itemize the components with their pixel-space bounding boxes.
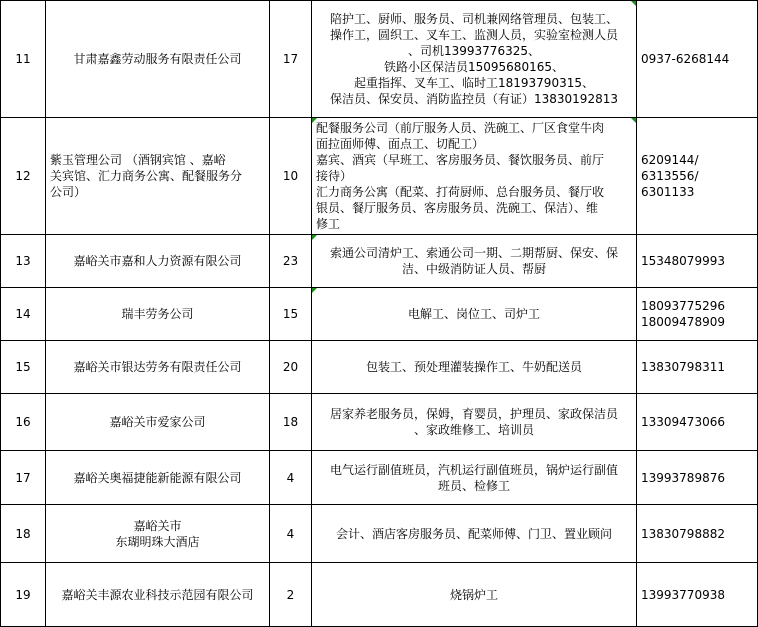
table-row (1, 1, 758, 118)
job-positions-line: 包装工、预处理灌装操作工、牛奶配送员 (365, 360, 582, 374)
table-row (1, 235, 758, 288)
job-positions-line: 起重指挥、叉车工、临时工18193790315、 (354, 76, 594, 90)
job-positions-line: 面拉面师傅、面点工、切配工） (316, 137, 485, 151)
comment-marker-icon (631, 1, 636, 6)
company-name-cell (46, 288, 270, 341)
company-name-cell (46, 235, 270, 288)
company-name-cell (46, 451, 270, 505)
row-number: 11 (1, 1, 46, 118)
hiring-count: 10 (270, 118, 312, 235)
job-positions-line: 、司机13993776325、 (408, 44, 540, 58)
job-positions-line: 嘉宾、酒宾（早班工、客房服务员、餐饮服务员、前厅 (316, 153, 605, 167)
job-positions-line: 陪护工、厨师、服务员、司机兼网络管理员、包装工、 (329, 12, 618, 26)
job-positions-cell (312, 1, 637, 118)
table-row (1, 451, 758, 505)
contact-phone-cell (637, 341, 758, 394)
company-name-cell (46, 1, 270, 118)
job-positions-cell (312, 235, 637, 288)
company-name-cell (46, 341, 270, 394)
table-row (1, 341, 758, 394)
job-positions-cell (312, 288, 637, 341)
job-positions-line: 洁、中级消防证人员、帮厨 (401, 262, 546, 276)
company-name-line: 嘉峪关奥福捷能新能源有限公司 (73, 470, 242, 485)
job-positions-line: 电解工、岗位工、司炉工 (407, 307, 540, 321)
company-name-line: 关宾馆、汇力商务公寓、配餐服务分 (50, 169, 243, 183)
contact-phone-line: 6313556/ (641, 169, 699, 183)
company-name-cell (46, 118, 270, 235)
company-name-line: 东瑚明珠大酒店 (115, 534, 200, 549)
contact-phone-line: 13830798311 (641, 360, 725, 374)
company-name-line: 公司） (50, 185, 87, 199)
hiring-count: 23 (270, 235, 312, 288)
job-positions-line: 修工 (316, 217, 341, 231)
company-name-line: 嘉峪关市嘉和人力资源有限公司 (73, 254, 242, 268)
row-number: 16 (1, 394, 46, 451)
job-positions-line: 铁路小区保洁员15095680165、 (384, 60, 564, 74)
contact-phone-line: 13309473066 (641, 415, 725, 429)
company-name-line: 甘肃嘉鑫劳动服务有限责任公司 (73, 52, 242, 66)
contact-phone-line: 6301133 (641, 185, 695, 199)
hiring-count: 4 (270, 505, 312, 563)
row-number: 17 (1, 451, 46, 505)
row-number: 18 (1, 505, 46, 563)
contact-phone-line: 18009478909 (641, 315, 725, 329)
job-positions-cell (312, 118, 637, 235)
company-name-cell (46, 505, 270, 563)
company-name-line: 嘉峪关市爱家公司 (109, 415, 206, 429)
company-name-line: 瑞丰劳务公司 (121, 307, 194, 321)
contact-phone-cell (637, 1, 758, 118)
hiring-count: 15 (270, 288, 312, 341)
hiring-count: 2 (270, 563, 312, 627)
row-number: 13 (1, 235, 46, 288)
hiring-count: 20 (270, 341, 312, 394)
job-positions-cell (312, 451, 637, 505)
job-positions-line: 保洁员、保安员、消防监控员（有证）13830192813 (330, 92, 618, 106)
job-positions-line: 操作工，圆织工、叉车工、监测人员，实验室检测人员 (329, 28, 618, 42)
job-positions-cell (312, 394, 637, 451)
company-name-cell (46, 563, 270, 627)
contact-phone-cell (637, 235, 758, 288)
job-positions-line: 汇力商务公寓（配菜、打荷厨师、总台服务员、餐厅收 (316, 185, 605, 199)
job-positions-line: 烧锅炉工 (449, 587, 498, 602)
hiring-count: 18 (270, 394, 312, 451)
contact-phone-cell (637, 118, 758, 235)
contact-phone-line: 6209144/ (641, 153, 699, 167)
contact-phone-cell (637, 505, 758, 563)
job-positions-line: 索通公司清炉工、索通公司一期、二期帮厨、保安、保 (329, 246, 618, 260)
comment-marker-icon (312, 235, 317, 240)
company-name-cell (46, 394, 270, 451)
company-name-line: 嘉峪关市 (133, 518, 182, 533)
comment-marker-icon (631, 118, 636, 123)
job-positions-line: 会计、酒店客房服务员、配菜师傅、门卫、置业顾问 (335, 526, 612, 541)
job-positions-line: 、家政维修工、培训员 (413, 423, 534, 437)
contact-phone-line: 13993789876 (641, 470, 725, 485)
table-row (1, 394, 758, 451)
hiring-count: 17 (270, 1, 312, 118)
job-positions-cell (312, 563, 637, 627)
table-row (1, 288, 758, 341)
contact-phone-line: 13993770938 (641, 587, 725, 602)
contact-phone-line: 18093775296 (641, 299, 725, 313)
job-positions-line: 班员、检修工 (437, 478, 510, 493)
job-positions-line: 电气运行副值班员，汽机运行副值班员，锅炉运行副值 (329, 462, 618, 477)
table-row (1, 118, 758, 235)
hiring-count: 4 (270, 451, 312, 505)
contact-phone-cell (637, 288, 758, 341)
comment-marker-icon (312, 118, 317, 123)
company-name-line: 嘉峪关市银达劳务有限责任公司 (73, 360, 242, 374)
row-number: 14 (1, 288, 46, 341)
job-positions-line: 配餐服务公司（前厅服务人员、洗碗工、厂区食堂牛肉 (316, 121, 605, 135)
contact-phone-line: 13830798882 (641, 526, 725, 541)
contact-phone-line: 0937-6268144 (641, 52, 730, 66)
job-positions-line: 银员、餐厅服务员、客房服务员、洗碗工、保洁）、维 (316, 201, 599, 215)
comment-marker-icon (312, 288, 317, 293)
contact-phone-cell (637, 563, 758, 627)
table-row (1, 505, 758, 563)
row-number: 12 (1, 118, 46, 235)
table-row (1, 563, 758, 627)
contact-phone-cell (637, 451, 758, 505)
company-name-line: 紫玉管理公司 （酒钢宾馆 、嘉峪 (50, 153, 226, 167)
row-number: 15 (1, 341, 46, 394)
job-positions-cell (312, 341, 637, 394)
contact-phone-cell (637, 394, 758, 451)
job-positions-line: 接待） (316, 169, 353, 183)
row-number: 19 (1, 563, 46, 627)
job-positions-cell (312, 505, 637, 563)
company-name-line: 嘉峪关丰源农业科技示范园有限公司 (61, 587, 254, 602)
job-positions-line: 居家养老服务员，保姆，育婴员，护理员、家政保洁员 (329, 407, 618, 421)
contact-phone-line: 15348079993 (641, 254, 725, 268)
